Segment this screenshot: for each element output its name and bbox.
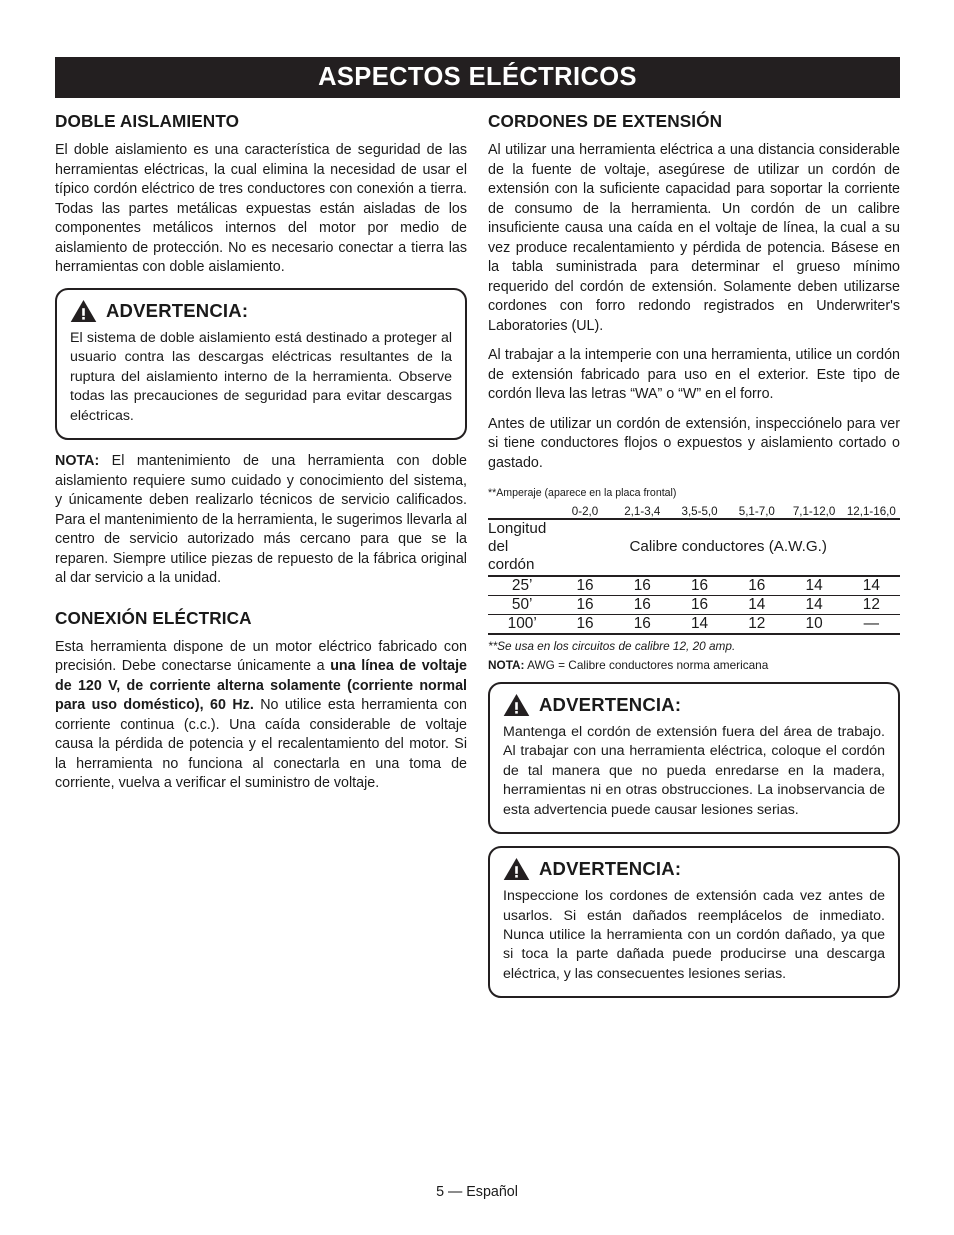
- paragraph-conexion-electrica: [55, 638, 467, 794]
- table-header-row: [488, 520, 900, 576]
- warning-triangle-icon: [503, 693, 530, 717]
- note-label: NOTA:: [55, 453, 100, 470]
- row-value: 16: [633, 614, 651, 632]
- paragraph-cordones-3: Antes de utilizar un cordón de extensión, inspecciónelo para ver si tiene conductores flojos o expuestos y aislamiento cortado o gastado.: [488, 415, 900, 471]
- paragraph-cordones-1: Al utilizar una herramienta eléctrica a una distancia considerable de la fuente de voltaje, asegúrese de utilizar un cordón de extensión con la suficiente capacidad para soportar la corriente de consumo de la herramienta. Un cordón de un calibre insuficiente causa una caída en el voltaje de línea, la cual a su vez produce recalentamiento y pérdida de potencia. Básese en la tabla suministrada para determinar el grueso mínimo requerido del cordón de extensión. Solamente deben utilizarse cordones con forro redondo registrados en Underwriter's Laboratories (UL).: [488, 142, 900, 334]
- table-note-label: NOTA:: [488, 658, 525, 673]
- section-heading-conexion-electrica: CONEXIÓN ELÉCTRICA: [55, 607, 252, 628]
- warning-header: [70, 299, 452, 323]
- row-value: 16: [576, 614, 594, 632]
- amp-range-cell: 7,1-12,0: [792, 504, 836, 518]
- row-value: 16: [633, 576, 651, 594]
- warning-box-doble-aislamiento: [55, 288, 467, 440]
- row-length: 25’: [511, 576, 533, 594]
- warning-label: ADVERTENCIA:: [106, 299, 249, 321]
- warning-triangle-icon: [70, 299, 97, 323]
- row-value: 10: [805, 614, 823, 632]
- warning-header: [503, 693, 885, 717]
- gauge-column-header: Calibre conductores (A.W.G.): [629, 538, 827, 556]
- row-value: 16: [633, 595, 651, 613]
- section-heading-doble-aislamiento: DOBLE AISLAMIENTO: [55, 111, 240, 131]
- table-rule-cell: [488, 634, 900, 635]
- row-value: 14: [862, 576, 880, 594]
- table-row: [488, 615, 900, 634]
- warning-text: Inspeccione los cordones de extensión cada vez antes de usarlos. Si están dañados reemplácelos de inmediato. Nunca utilice la herramienta con un cordón dañado, ya que si toca la parte dañada puede producirse una descarga eléctrica, y las consecuentes lesiones serias.: [503, 888, 885, 982]
- right-column: [488, 112, 900, 1010]
- row-value: 16: [576, 595, 594, 613]
- row-value: 14: [690, 614, 709, 632]
- row-value: 16: [576, 576, 594, 594]
- table-row: [488, 577, 900, 596]
- warning-box-inspeccion-cordon: [488, 846, 900, 998]
- extension-cord-gauge-table-wrapper: [488, 487, 900, 674]
- row-value: 14: [805, 595, 823, 613]
- table-note-text: AWG = Calibre conductores norma americana: [524, 658, 769, 673]
- length-header-line-2: del cordón: [488, 538, 535, 574]
- row-value: 14: [748, 595, 766, 613]
- warning-triangle-icon: [503, 857, 530, 881]
- paragraph-cordones-2: Al trabajar a la intemperie con una herramienta, utilice un cordón de extensión fabricado para uso en el exterior. Este tipo de cordón lleva las letras “WA” o “W” en el forro.: [488, 347, 900, 403]
- warning-label: ADVERTENCIA:: [539, 693, 682, 715]
- row-value: 16: [690, 576, 709, 594]
- table-row: [488, 596, 900, 615]
- section-heading-cordones-de-extension: CORDONES DE EXTENSIÓN: [488, 111, 723, 131]
- page-footer: 5 — Español: [436, 1184, 518, 1200]
- warning-box-cordon-area-trabajo: [488, 682, 900, 834]
- extension-cord-gauge-table: [488, 505, 900, 635]
- table-note: [488, 658, 900, 674]
- table-amp-range-row: [488, 505, 900, 519]
- row-value: 16: [748, 576, 766, 594]
- row-value: 12: [748, 614, 766, 632]
- page-title: ASPECTOS ELÉCTRICOS: [318, 62, 637, 91]
- row-length: 50’: [511, 595, 533, 613]
- amp-range-cell: 3,5-5,0: [681, 504, 718, 518]
- paragraph-part-2: No utilice esta herramienta con corriente continua (c.c.). Una caída considerable de voltaje causa la pérdida de potencia y el recalentamiento del motor. Si la herramienta no funciona al conectarla en una toma de corriente, vuelva a verificar el suministro de voltaje.: [55, 697, 467, 792]
- warning-label: ADVERTENCIA:: [539, 857, 682, 879]
- length-header-line-1: Longitud: [488, 519, 547, 537]
- amp-range-cell: 5,1-7,0: [738, 504, 775, 518]
- amperage-caption: **Amperaje (aparece en la placa frontal): [488, 487, 677, 500]
- warning-text: El sistema de doble aislamiento está destinado a proteger al usuario contra las descargas eléctricas resultantes de la ruptura del aislamiento interno de la herramienta. Observe todas las precauciones de seguridad para evitar descargas eléctricas.: [70, 329, 452, 424]
- row-value: —: [863, 614, 880, 632]
- paragraph-doble-aislamiento: El doble aislamiento es una característica de seguridad de las herramientas eléctricas, la cual elimina la necesidad de usar el típico cordón eléctrico de tres conductores con conexión a tierra. Todas las partes metálicas expuestas están aisladas de los componentes metálicos internos del motor por medio de aislamiento de protección. No es necesario conectar a tierra las herramientas con doble aislamiento.: [55, 142, 467, 276]
- note-text: El mantenimiento de una herramienta con doble aislamiento requiere sumo cuidado y conocimiento del sistema, y únicamente deben realizarlo técnicos de servicio calificados. Para el mantenimiento de la herramienta, le sugerimos llevarla al centro de servicio autorizado más cercano para que se la reparen. Siempre utilice piezas de repuesto de la fábrica original al dar servicio a la unidad.: [55, 453, 467, 587]
- amp-range-cell: 0-2,0: [571, 504, 599, 518]
- amp-range-cell: 2,1-3,4: [624, 504, 661, 518]
- length-column-header: [488, 520, 556, 576]
- warning-header: [503, 857, 885, 881]
- paragraph-bold-voltage: una línea de voltaje de 120 V, de corriente alterna solamente (corriente normal para uso doméstico), 60 Hz.: [55, 658, 467, 714]
- row-value: 12: [862, 595, 880, 613]
- paragraph-part-1: Esta herramienta dispone de un motor eléctrico fabricado con precisión. Debe conectarse únicamente a: [55, 638, 467, 675]
- page-header-banner: [55, 57, 900, 98]
- row-length: 100’: [507, 614, 537, 632]
- row-value: 16: [690, 595, 709, 613]
- table-footnote: **Se usa en los circuitos de calibre 12, 20 amp.: [488, 638, 736, 653]
- warning-text: Mantenga el cordón de extensión fuera del área de trabajo. Al trabajar con una herramienta eléctrica, coloque el cordón de tal manera que no pueda enredarse en la madera, herramientas ni en otras obstrucciones. La inobservancia de esta advertencia puede causar lesiones serias.: [503, 723, 885, 818]
- row-value: 14: [805, 576, 823, 594]
- amp-range-spacer: [488, 505, 556, 519]
- amp-range-cell: 12,1-16,0: [846, 504, 896, 518]
- table-rule: [488, 634, 900, 635]
- note-doble-aislamiento: [55, 452, 467, 589]
- left-column: [55, 112, 467, 794]
